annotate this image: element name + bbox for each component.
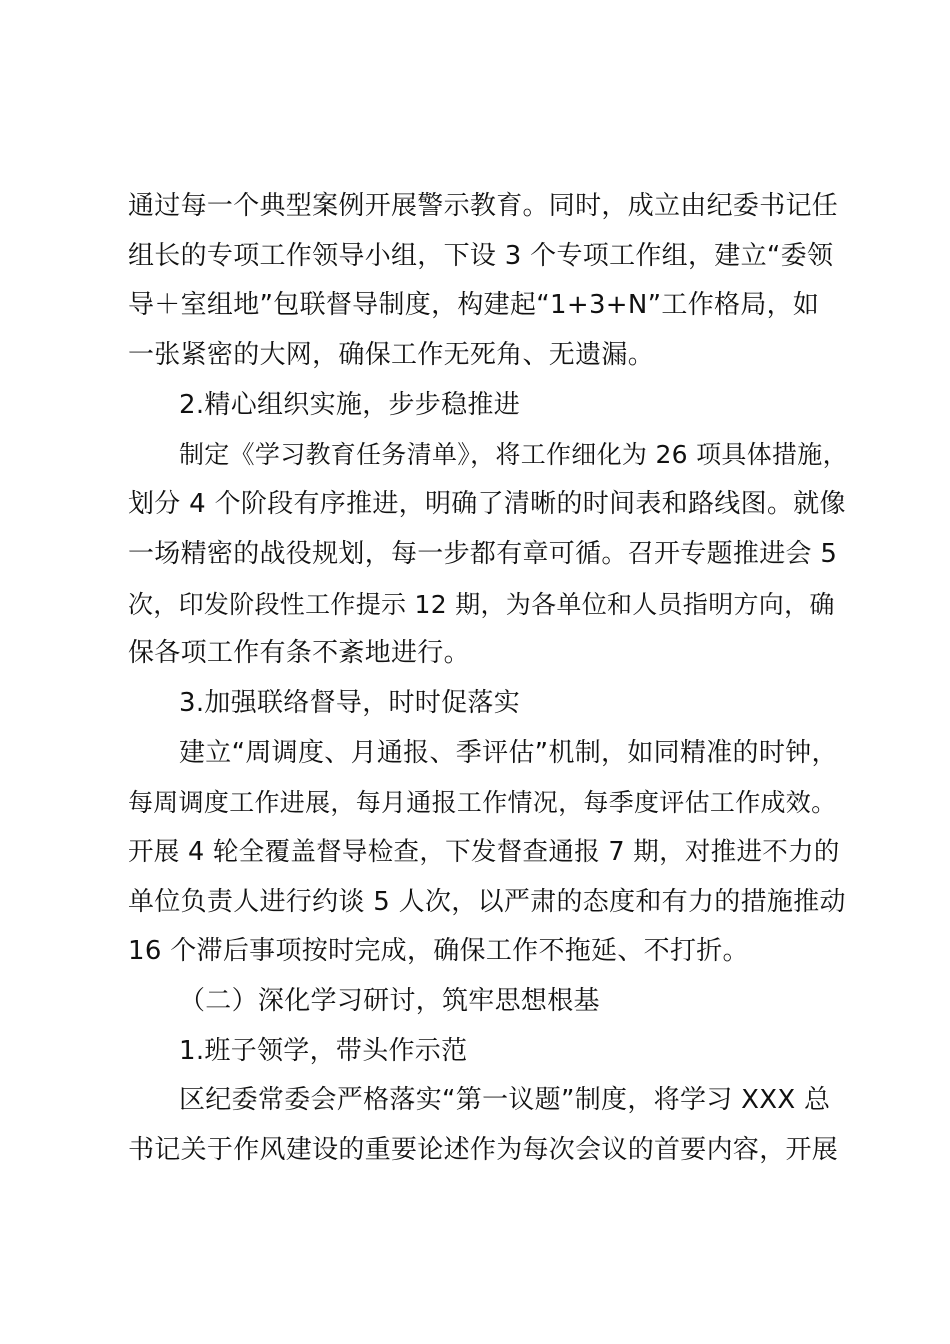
text-line: 16 个滞后事项按时完成，确保工作不拖延、不打折。 bbox=[128, 936, 749, 967]
text-line: 导＋室组地”包联督导制度，构建起“1+3+N”工作格局，如 bbox=[128, 290, 820, 321]
paragraph-first-line: 区纪委常委会严格落实“第一议题”制度，将学习 XXX 总 bbox=[179, 1085, 831, 1116]
text-line: 书记关于作风建设的重要论述作为每次会议的首要内容，开展 bbox=[128, 1135, 839, 1166]
section-heading: 3.加强联络督导，时时促落实 bbox=[179, 687, 521, 718]
chapter-heading: （二）深化学习研讨，筑牢思想根基 bbox=[179, 986, 600, 1016]
text-line: 一场精密的战役规划，每一步都有章可循。召开专题推进会 5 bbox=[128, 538, 838, 569]
paragraph-first-line: 建立“周调度、月通报、季评估”机制，如同精准的时钟， bbox=[179, 737, 838, 768]
text-line: 划分 4 个阶段有序推进，明确了清晰的时间表和路线图。就像 bbox=[128, 489, 846, 520]
section-heading: 1.班子领学，带头作示范 bbox=[179, 1035, 468, 1066]
text-line: 一张紧密的大网，确保工作无死角、无遗漏。 bbox=[128, 340, 655, 371]
text-line: 每周调度工作进展，每月通报工作情况，每季度评估工作成效。 bbox=[128, 788, 837, 818]
text-line: 单位负责人进行约谈 5 人次，以严肃的态度和有力的措施推动 bbox=[128, 886, 846, 917]
section-heading: 2.精心组织实施，步步稳推进 bbox=[179, 389, 521, 420]
text-line: 开展 4 轮全覆盖督导检查，下发督查通报 7 期，对推进不力的 bbox=[128, 836, 840, 867]
text-line: 组长的专项工作领导小组，下设 3 个专项工作组，建立“委领 bbox=[128, 240, 834, 271]
text-line: 次，印发阶段性工作提示 12 期，为各单位和人员指明方向，确 bbox=[128, 589, 835, 619]
text-line: 保各项工作有条不紊地进行。 bbox=[128, 638, 470, 669]
document-body bbox=[128, 182, 848, 1176]
text-line: 通过每一个典型案例开展警示教育。同时，成立由纪委书记任 bbox=[128, 191, 839, 221]
paragraph-first-line: 制定《学习教育任务清单》，将工作细化为 26 项具体措施， bbox=[179, 440, 848, 470]
